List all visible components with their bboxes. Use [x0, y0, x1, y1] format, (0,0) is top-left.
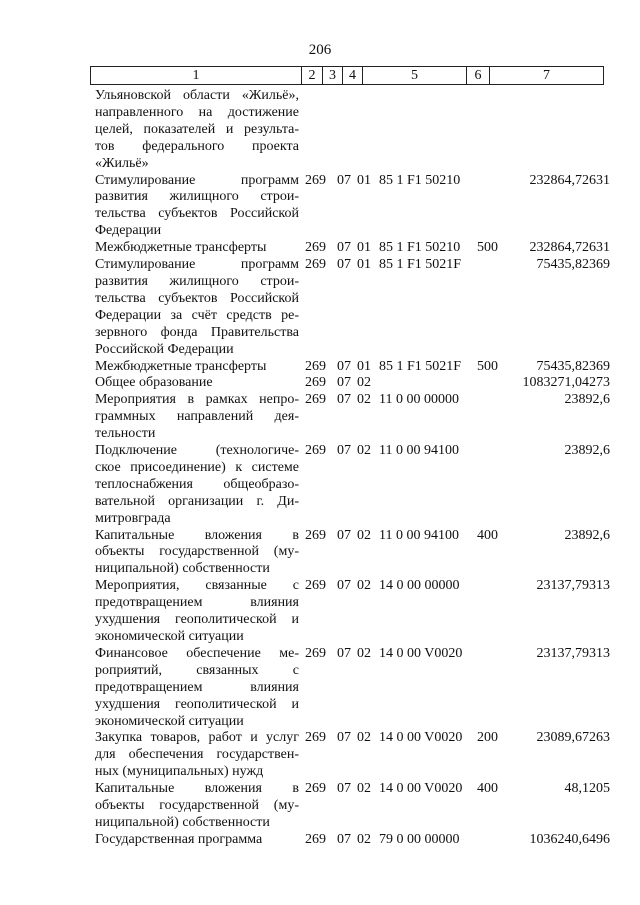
row-col-4: 02 — [357, 392, 371, 408]
row-col-7: 232864,72631 — [529, 240, 610, 256]
row-name-line: ское присоединение) к системе — [95, 459, 299, 475]
row-name — [95, 781, 299, 832]
table-row — [95, 578, 610, 646]
row-name — [95, 443, 299, 528]
row-col-3: 07 — [337, 392, 351, 408]
row-name-line: объекты государственной (му- — [95, 544, 299, 560]
row-col-4: 02 — [357, 443, 371, 459]
row-col-2: 269 — [305, 358, 326, 374]
row-name — [95, 240, 299, 257]
row-col-4 — [357, 88, 379, 173]
row-col-2: 269 — [305, 831, 326, 847]
row-name-line: предотвращением влияния — [95, 595, 299, 611]
row-name-line: Российской Федерации — [95, 341, 234, 357]
row-name-line: ухудшения геополитической и — [95, 696, 299, 712]
row-col-5 — [379, 375, 477, 392]
row-name-line: Закупка товаров, работ и услуг — [95, 730, 299, 746]
row-col-7: 232864,72631 — [529, 172, 610, 188]
row-col-6 — [477, 392, 497, 443]
row-col-6: 400 — [477, 781, 498, 797]
row-name — [95, 730, 299, 781]
row-name-line: теплоснабжения общеобразо- — [95, 476, 299, 492]
row-name — [95, 646, 299, 731]
row-name-line: развития жилищного строи- — [95, 273, 299, 289]
header-col-3: 3 — [323, 67, 343, 85]
row-name-line: Подключение (технологиче- — [95, 443, 299, 459]
row-name-line: ниципальной) собственности — [95, 814, 270, 830]
row-col-5 — [379, 88, 477, 173]
row-col-3: 07 — [337, 578, 351, 594]
row-col-2: 269 — [305, 375, 326, 391]
row-name-line: Мероприятия, связанные с — [95, 578, 299, 594]
row-name-line: вательной организации г. Ди- — [95, 493, 299, 509]
header-col-2: 2 — [302, 67, 323, 85]
row-col-4: 02 — [357, 645, 371, 661]
row-name — [95, 578, 299, 646]
row-col-4: 02 — [357, 831, 371, 847]
row-col-2: 269 — [305, 645, 326, 661]
row-col-3: 07 — [337, 443, 351, 459]
row-col-5: 14 0 00 00000 — [379, 578, 460, 594]
header-col-1: 1 — [91, 67, 302, 85]
row-col-3: 07 — [337, 257, 351, 273]
header-col-7: 7 — [490, 67, 604, 85]
row-col-5: 14 0 00 V0020 — [379, 645, 463, 661]
row-col-4: 02 — [357, 578, 371, 594]
row-col-7: 75435,82369 — [536, 358, 610, 374]
row-col-4: 01 — [357, 172, 371, 188]
row-col-7: 23892,6 — [564, 527, 610, 543]
row-col-4: 01 — [357, 257, 371, 273]
row-col-4: 01 — [357, 240, 371, 256]
row-col-7 — [497, 88, 610, 173]
row-name-line: Мероприятия в рамках непро- — [95, 392, 299, 408]
row-col-5: 11 0 00 94100 — [379, 527, 459, 543]
row-name-line: для обеспечения государствен- — [95, 747, 299, 763]
row-col-6 — [477, 173, 497, 241]
row-col-7: 23089,67263 — [536, 730, 610, 746]
row-name-line: тельства субъектов Российской — [95, 290, 299, 306]
row-name-line: объекты государственной (му- — [95, 798, 299, 814]
row-col-7: 23892,6 — [564, 392, 610, 408]
row-name-line: Капитальные вложения в — [95, 781, 299, 797]
row-col-5: 85 1 F1 5021F — [379, 358, 462, 374]
row-col-5: 85 1 F1 50210 — [379, 240, 461, 256]
row-col-3: 07 — [337, 730, 351, 746]
row-col-2: 269 — [305, 527, 326, 543]
row-col-5: 14 0 00 V0020 — [379, 730, 463, 746]
row-col-4: 02 — [357, 527, 371, 543]
row-col-3: 07 — [337, 240, 351, 256]
row-col-6 — [477, 578, 497, 646]
table-row — [95, 730, 610, 781]
row-col-5: 11 0 00 00000 — [379, 392, 459, 408]
table-row — [95, 443, 610, 528]
row-name-line: целей, показателей и результа- — [95, 121, 299, 137]
header-col-5: 5 — [363, 67, 467, 85]
row-col-4: 02 — [357, 730, 371, 746]
row-name-line: граммных направлений дея- — [95, 409, 299, 425]
row-name-line: ных (муниципальных) нужд — [95, 764, 264, 780]
row-name-line: Общее образование — [95, 375, 213, 391]
row-col-3: 07 — [337, 375, 351, 391]
row-name-line: Государственная программа — [95, 831, 263, 847]
row-col-6: 400 — [477, 527, 498, 543]
row-col-6: 500 — [477, 240, 498, 256]
row-name-line: Федерации — [95, 223, 162, 239]
row-col-7: 48,1205 — [564, 781, 610, 797]
row-col-2: 269 — [305, 257, 326, 273]
header-col-4: 4 — [343, 67, 363, 85]
row-name-line: тов федерального проекта — [95, 138, 299, 154]
row-col-5: 14 0 00 V0020 — [379, 781, 463, 797]
row-name-line: митровграда — [95, 510, 171, 526]
row-col-7: 23137,79313 — [536, 645, 610, 661]
row-name-line: Ульяновской области «Жильё», — [95, 88, 299, 103]
row-name-line: ниципальной) собственности — [95, 561, 270, 577]
row-name-line: предотвращением влияния — [95, 679, 299, 695]
row-col-3: 07 — [337, 527, 351, 543]
row-col-6: 500 — [477, 358, 498, 374]
row-name — [95, 392, 299, 443]
table-row — [95, 88, 610, 173]
table-row — [95, 781, 610, 832]
row-name — [95, 359, 299, 376]
row-col-6 — [477, 832, 497, 849]
row-col-6 — [477, 375, 497, 392]
row-name — [95, 832, 299, 849]
row-col-7: 1036240,6496 — [529, 831, 610, 847]
row-name-line: экономической ситуации — [95, 713, 244, 729]
row-name-line: Финансовое обеспечение ме- — [95, 645, 299, 661]
table-row — [95, 528, 610, 579]
row-col-2 — [299, 88, 337, 173]
row-col-7: 75435,82369 — [536, 257, 610, 273]
table-row — [95, 257, 610, 358]
row-col-3: 07 — [337, 172, 351, 188]
row-col-2: 269 — [305, 392, 326, 408]
table-row — [95, 392, 610, 443]
row-name — [95, 88, 299, 173]
row-name-line: ухудшения геополитической и — [95, 612, 299, 628]
row-col-4: 01 — [357, 358, 371, 374]
row-col-2: 269 — [305, 781, 326, 797]
row-col-2: 269 — [305, 172, 326, 188]
row-name-line: направленного на достижение — [95, 104, 299, 120]
row-col-3: 07 — [337, 358, 351, 374]
row-col-7: 23137,79313 — [536, 578, 610, 594]
row-name-line: тельности — [95, 426, 156, 442]
row-name-line: экономической ситуации — [95, 629, 244, 644]
row-col-4: 02 — [357, 781, 371, 797]
row-name-line: развития жилищного строи- — [95, 189, 299, 205]
table-row — [95, 375, 610, 392]
table-row — [95, 646, 610, 731]
row-name — [95, 375, 299, 392]
header-row — [91, 67, 604, 85]
table-row — [95, 240, 610, 257]
row-col-3 — [337, 88, 357, 173]
row-col-2: 269 — [305, 443, 326, 459]
table-row — [95, 359, 610, 376]
row-col-4: 02 — [357, 375, 371, 391]
page-number: 206 — [308, 42, 332, 58]
row-col-7: 1083271,04273 — [522, 375, 610, 391]
row-name-line: Стимулирование программ — [95, 172, 299, 188]
row-name-line: Межбюджетные трансферты — [95, 358, 267, 374]
row-name-line: зервного фонда Правительства — [95, 324, 299, 340]
row-col-6 — [477, 257, 497, 358]
row-col-3: 07 — [337, 645, 351, 661]
row-col-3: 07 — [337, 831, 351, 847]
row-name — [95, 257, 299, 358]
row-name-line: Стимулирование программ — [95, 257, 299, 273]
budget-table-body — [95, 88, 610, 849]
row-name-line: «Жильё» — [95, 155, 149, 171]
header-col-6: 6 — [467, 67, 490, 85]
row-name-line: Капитальные вложения в — [95, 527, 299, 543]
row-name — [95, 173, 299, 241]
row-col-2: 269 — [305, 730, 326, 746]
row-name-line: роприятий, связанных с — [95, 662, 299, 678]
row-col-6 — [477, 88, 497, 173]
table-row — [95, 173, 610, 241]
row-col-5: 85 1 F1 5021F — [379, 257, 462, 273]
row-name — [95, 528, 299, 579]
table-row — [95, 832, 610, 849]
row-col-6: 200 — [477, 730, 498, 746]
row-name-line: Федерации за счёт средств ре- — [95, 307, 299, 323]
row-name-line: Межбюджетные трансферты — [95, 240, 267, 256]
row-col-3: 07 — [337, 781, 351, 797]
row-col-6 — [477, 646, 497, 731]
row-col-5: 11 0 00 94100 — [379, 443, 459, 459]
row-col-5: 79 0 00 00000 — [379, 831, 460, 847]
row-col-5: 85 1 F1 50210 — [379, 172, 461, 188]
row-col-2: 269 — [305, 578, 326, 594]
row-col-2: 269 — [305, 240, 326, 256]
row-name-line: тельства субъектов Российской — [95, 206, 299, 222]
row-col-6 — [477, 443, 497, 528]
column-header-table — [90, 66, 604, 85]
row-col-7: 23892,6 — [564, 443, 610, 459]
